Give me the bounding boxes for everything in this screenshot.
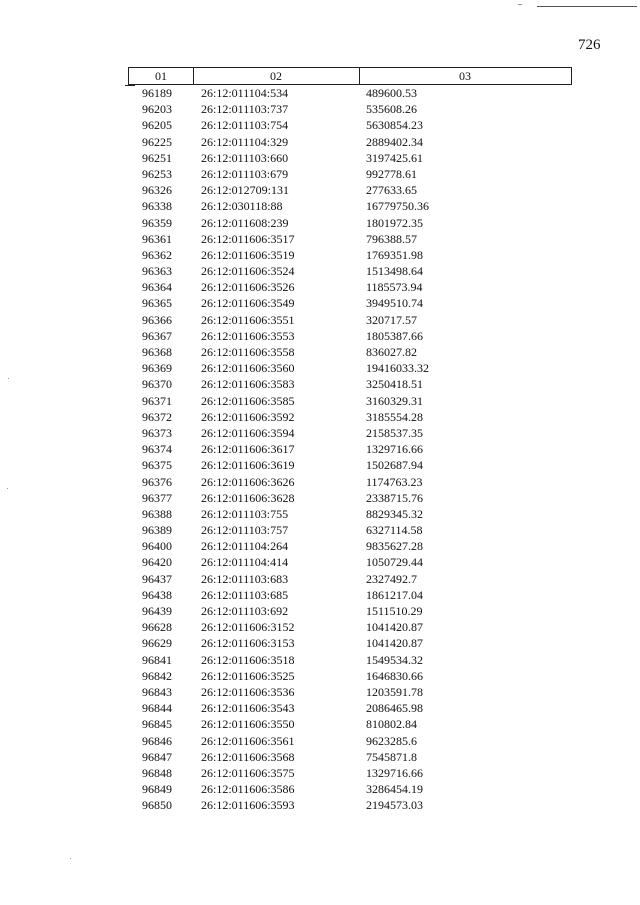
table-cell-01: 96364 — [142, 280, 172, 295]
table-cell-01: 96363 — [142, 264, 172, 279]
scan-mark — [518, 4, 522, 5]
table-cell-01: 96847 — [142, 749, 172, 764]
table-row — [128, 474, 572, 490]
table-cell-03: 1805387.66 — [366, 328, 423, 343]
table-cell-01: 96850 — [142, 798, 172, 813]
table-cell-02: 26:12:011104:414 — [201, 555, 289, 570]
table-cell-01: 96389 — [142, 523, 172, 538]
table-row — [128, 684, 572, 700]
table-cell-01: 96377 — [142, 490, 172, 505]
table-cell-01: 96369 — [142, 361, 172, 376]
table-cell-01: 96359 — [142, 215, 172, 230]
table-cell-02: 26:12:011103:757 — [201, 523, 289, 538]
table-row — [128, 587, 572, 603]
table-cell-03: 16779750.36 — [366, 199, 429, 214]
table-cell-01: 96361 — [142, 231, 172, 246]
table-row — [128, 668, 572, 684]
table-cell-03: 1329716.66 — [366, 765, 423, 780]
scan-speck — [7, 488, 8, 489]
table-row — [128, 409, 572, 425]
table-cell-02: 26:12:011606:3619 — [201, 458, 295, 473]
table-cell-03: 796388.57 — [366, 231, 417, 246]
table-row — [128, 117, 572, 133]
table-cell-02: 26:12:011606:3561 — [201, 733, 295, 748]
table-cell-01: 96439 — [142, 604, 172, 618]
table-row — [128, 150, 572, 166]
table-cell-01: 96366 — [142, 312, 172, 327]
table-cell-02: 26:12:011606:3551 — [201, 312, 295, 327]
table-cell-03: 277633.65 — [366, 183, 417, 198]
table-cell-01: 96375 — [142, 458, 172, 473]
table-cell-02: 26:12:011606:3553 — [201, 328, 295, 343]
table-cell-02: 26:12:011606:3517 — [201, 231, 295, 246]
table-row — [128, 506, 572, 522]
table-cell-01: 96848 — [142, 765, 172, 780]
table-cell-01: 96374 — [142, 442, 172, 457]
table-cell-01: 96846 — [142, 733, 172, 748]
page-number: 726 — [578, 37, 601, 53]
table-cell-03: 2889402.34 — [366, 134, 423, 149]
table-cell-02: 26:12:011606:3628 — [201, 490, 295, 505]
scan-speck — [8, 378, 9, 379]
table-cell-03: 2194573.03 — [366, 798, 423, 813]
table-cell-01: 96420 — [142, 555, 172, 570]
table-row — [128, 247, 572, 263]
table-cell-01: 96253 — [142, 166, 172, 181]
table-cell-02: 26:12:011104:264 — [201, 539, 289, 554]
table-row — [128, 765, 572, 781]
table-cell-01: 96365 — [142, 296, 172, 311]
table-row — [128, 652, 572, 668]
table-row — [128, 733, 572, 749]
table-cell-03: 1329716.66 — [366, 442, 423, 457]
table-cell-03: 489600.53 — [366, 86, 417, 100]
table-cell-01: 96841 — [142, 652, 172, 667]
table-cell-02: 26:12:011608:239 — [201, 215, 289, 230]
table-cell-02: 26:12:011606:3518 — [201, 652, 295, 667]
table-cell-03: 1513498.64 — [366, 264, 423, 279]
column-header-03: 03 — [459, 69, 471, 83]
table-row — [128, 700, 572, 716]
table-row — [128, 797, 572, 813]
table-cell-01: 96844 — [142, 701, 172, 716]
table-cell-02: 26:12:011606:3593 — [201, 798, 295, 813]
column-header-01: 01 — [129, 68, 194, 84]
table-cell-01: 96845 — [142, 717, 172, 732]
header-rule — [537, 6, 637, 7]
table-cell-03: 1511510.29 — [366, 604, 423, 618]
table-cell-01: 96376 — [142, 474, 172, 489]
table-cell-03: 7545871.8 — [366, 749, 417, 764]
table-cell-01: 96843 — [142, 684, 172, 699]
table-cell-02: 26:12:011606:3536 — [201, 684, 295, 699]
table-cell-03: 1203591.78 — [366, 684, 423, 699]
table-cell-03: 320717.57 — [366, 312, 417, 327]
table-row — [128, 571, 572, 587]
table-row — [128, 781, 572, 797]
table-cell-01: 96338 — [142, 199, 172, 214]
table-cell-01: 96629 — [142, 636, 172, 651]
table-cell-01: 96388 — [142, 506, 172, 521]
table-cell-03: 9835627.28 — [366, 539, 423, 554]
table-cell-03: 1502687.94 — [366, 458, 423, 473]
table-cell-01: 96400 — [142, 539, 172, 554]
table-row — [128, 393, 572, 409]
table-row — [128, 441, 572, 457]
table-cell-02: 26:12:012709:131 — [201, 183, 290, 198]
table-cell-03: 2338715.76 — [366, 490, 423, 505]
table-cell-03: 1041420.87 — [366, 620, 423, 635]
table-cell-02: 26:12:011606:3617 — [201, 442, 295, 457]
table-cell-03: 2086465.98 — [366, 701, 423, 716]
table-cell-03: 1801972.35 — [366, 215, 423, 230]
table-cell-01: 96205 — [142, 118, 172, 133]
table-cell-03: 1174763.23 — [366, 474, 423, 489]
table-cell-01: 96842 — [142, 668, 172, 683]
table-cell-02: 26:12:030118:88 — [201, 199, 283, 214]
table-cell-03: 3286454.19 — [366, 782, 423, 797]
table-cell-01: 96225 — [142, 134, 172, 149]
table-cell-02: 26:12:011103:685 — [201, 587, 289, 602]
table-cell-02: 26:12:011606:3153 — [201, 636, 295, 651]
table-cell-03: 9623285.6 — [366, 733, 417, 748]
table-cell-03: 1185573.94 — [366, 280, 423, 295]
table-cell-02: 26:12:011103:660 — [201, 150, 289, 165]
table-cell-02: 26:12:011606:3568 — [201, 749, 295, 764]
table-cell-02: 26:12:011103:754 — [201, 118, 289, 133]
table-cell-03: 810802.84 — [366, 717, 417, 732]
table-cell-02: 26:12:011606:3575 — [201, 765, 295, 780]
table-cell-03: 992778.61 — [366, 166, 417, 181]
table-row — [128, 457, 572, 473]
table-cell-03: 5630854.23 — [366, 118, 423, 133]
table-row — [128, 182, 572, 198]
table-cell-01: 96849 — [142, 782, 172, 797]
table-cell-01: 96370 — [142, 377, 172, 392]
table-cell-03: 535608.26 — [366, 102, 417, 117]
table-cell-02: 26:12:011103:683 — [201, 571, 289, 586]
table-cell-01: 96326 — [142, 183, 172, 198]
table-row — [128, 101, 572, 117]
table-row — [128, 554, 572, 570]
table-cell-02: 26:12:011606:3550 — [201, 717, 295, 732]
table-row — [128, 619, 572, 635]
table-row — [128, 360, 572, 376]
table-row — [128, 312, 572, 328]
table-cell-02: 26:12:011606:3626 — [201, 474, 295, 489]
table-cell-02: 26:12:011606:3558 — [201, 345, 295, 359]
table-cell-03: 836027.82 — [366, 345, 417, 359]
table-row — [128, 538, 572, 554]
table-cell-02: 26:12:011103:755 — [201, 506, 289, 521]
table-cell-02: 26:12:011103:679 — [201, 166, 289, 181]
table-cell-01: 96372 — [142, 409, 172, 424]
table-cell-02: 26:12:011103:692 — [201, 604, 289, 618]
table-row — [128, 522, 572, 538]
table-cell-03: 3197425.61 — [366, 150, 423, 165]
table-row — [128, 425, 572, 441]
table-cell-02: 26:12:011606:3152 — [201, 620, 295, 635]
table-cell-01: 96373 — [142, 425, 172, 440]
table-row — [128, 603, 572, 619]
table-cell-02: 26:12:011104:329 — [201, 134, 289, 149]
table-cell-03: 1646830.66 — [366, 668, 423, 683]
table-header — [128, 67, 572, 85]
table-row — [128, 295, 572, 311]
table-cell-03: 1041420.87 — [366, 636, 423, 651]
table-cell-01: 96628 — [142, 620, 172, 635]
table-cell-03: 8829345.32 — [366, 506, 423, 521]
table-row — [128, 635, 572, 651]
table-row — [128, 231, 572, 247]
table-cell-03: 3185554.28 — [366, 409, 423, 424]
table-cell-03: 3250418.51 — [366, 377, 423, 392]
data-table — [128, 67, 572, 813]
table-cell-02: 26:12:011606:3526 — [201, 280, 295, 295]
table-cell-03: 1861217.04 — [366, 587, 423, 602]
table-row — [128, 279, 572, 295]
table-row — [128, 749, 572, 765]
table-row — [128, 215, 572, 231]
table-row — [128, 328, 572, 344]
table-body — [128, 85, 572, 813]
table-cell-02: 26:12:011606:3543 — [201, 701, 295, 716]
table-cell-02: 26:12:011606:3586 — [201, 782, 295, 797]
table-row — [128, 716, 572, 732]
table-cell-01: 96362 — [142, 247, 172, 262]
table-cell-03: 2327492.7 — [366, 571, 417, 586]
table-cell-02: 26:12:011606:3519 — [201, 247, 295, 262]
table-cell-02: 26:12:011104:534 — [201, 86, 289, 100]
table-cell-03: 3949510.74 — [366, 296, 423, 311]
table-cell-03: 1769351.98 — [366, 247, 423, 262]
table-row — [128, 134, 572, 150]
table-cell-03: 19416033.32 — [366, 361, 429, 376]
table-cell-02: 26:12:011606:3525 — [201, 668, 295, 683]
table-cell-03: 3160329.31 — [366, 393, 423, 408]
table-cell-01: 96189 — [142, 86, 172, 100]
table-cell-02: 26:12:011606:3583 — [201, 377, 295, 392]
table-cell-02: 26:12:011606:3549 — [201, 296, 295, 311]
table-cell-01: 96438 — [142, 587, 172, 602]
table-cell-01: 96368 — [142, 345, 172, 359]
table-row — [128, 344, 572, 360]
table-row — [128, 263, 572, 279]
table-cell-01: 96203 — [142, 102, 172, 117]
table-cell-03: 6327114.58 — [366, 523, 423, 538]
table-row — [128, 166, 572, 182]
table-row — [128, 376, 572, 392]
table-cell-02: 26:12:011606:3592 — [201, 409, 295, 424]
table-cell-01: 96251 — [142, 150, 172, 165]
table-cell-01: 96367 — [142, 328, 172, 343]
scan-speck — [70, 858, 71, 859]
column-header-02: 02 — [193, 68, 360, 84]
table-cell-02: 26:12:011606:3594 — [201, 425, 295, 440]
table-row — [128, 85, 572, 101]
table-cell-03: 1050729.44 — [366, 555, 423, 570]
table-cell-01: 96371 — [142, 393, 172, 408]
table-cell-02: 26:12:011606:3524 — [201, 264, 295, 279]
table-cell-03: 2158537.35 — [366, 425, 423, 440]
table-row — [128, 490, 572, 506]
table-cell-03: 1549534.32 — [366, 652, 423, 667]
table-cell-02: 26:12:011103:737 — [201, 102, 289, 117]
table-cell-02: 26:12:011606:3560 — [201, 361, 295, 376]
table-cell-01: 96437 — [142, 571, 172, 586]
table-cell-02: 26:12:011606:3585 — [201, 393, 295, 408]
table-row — [128, 198, 572, 214]
